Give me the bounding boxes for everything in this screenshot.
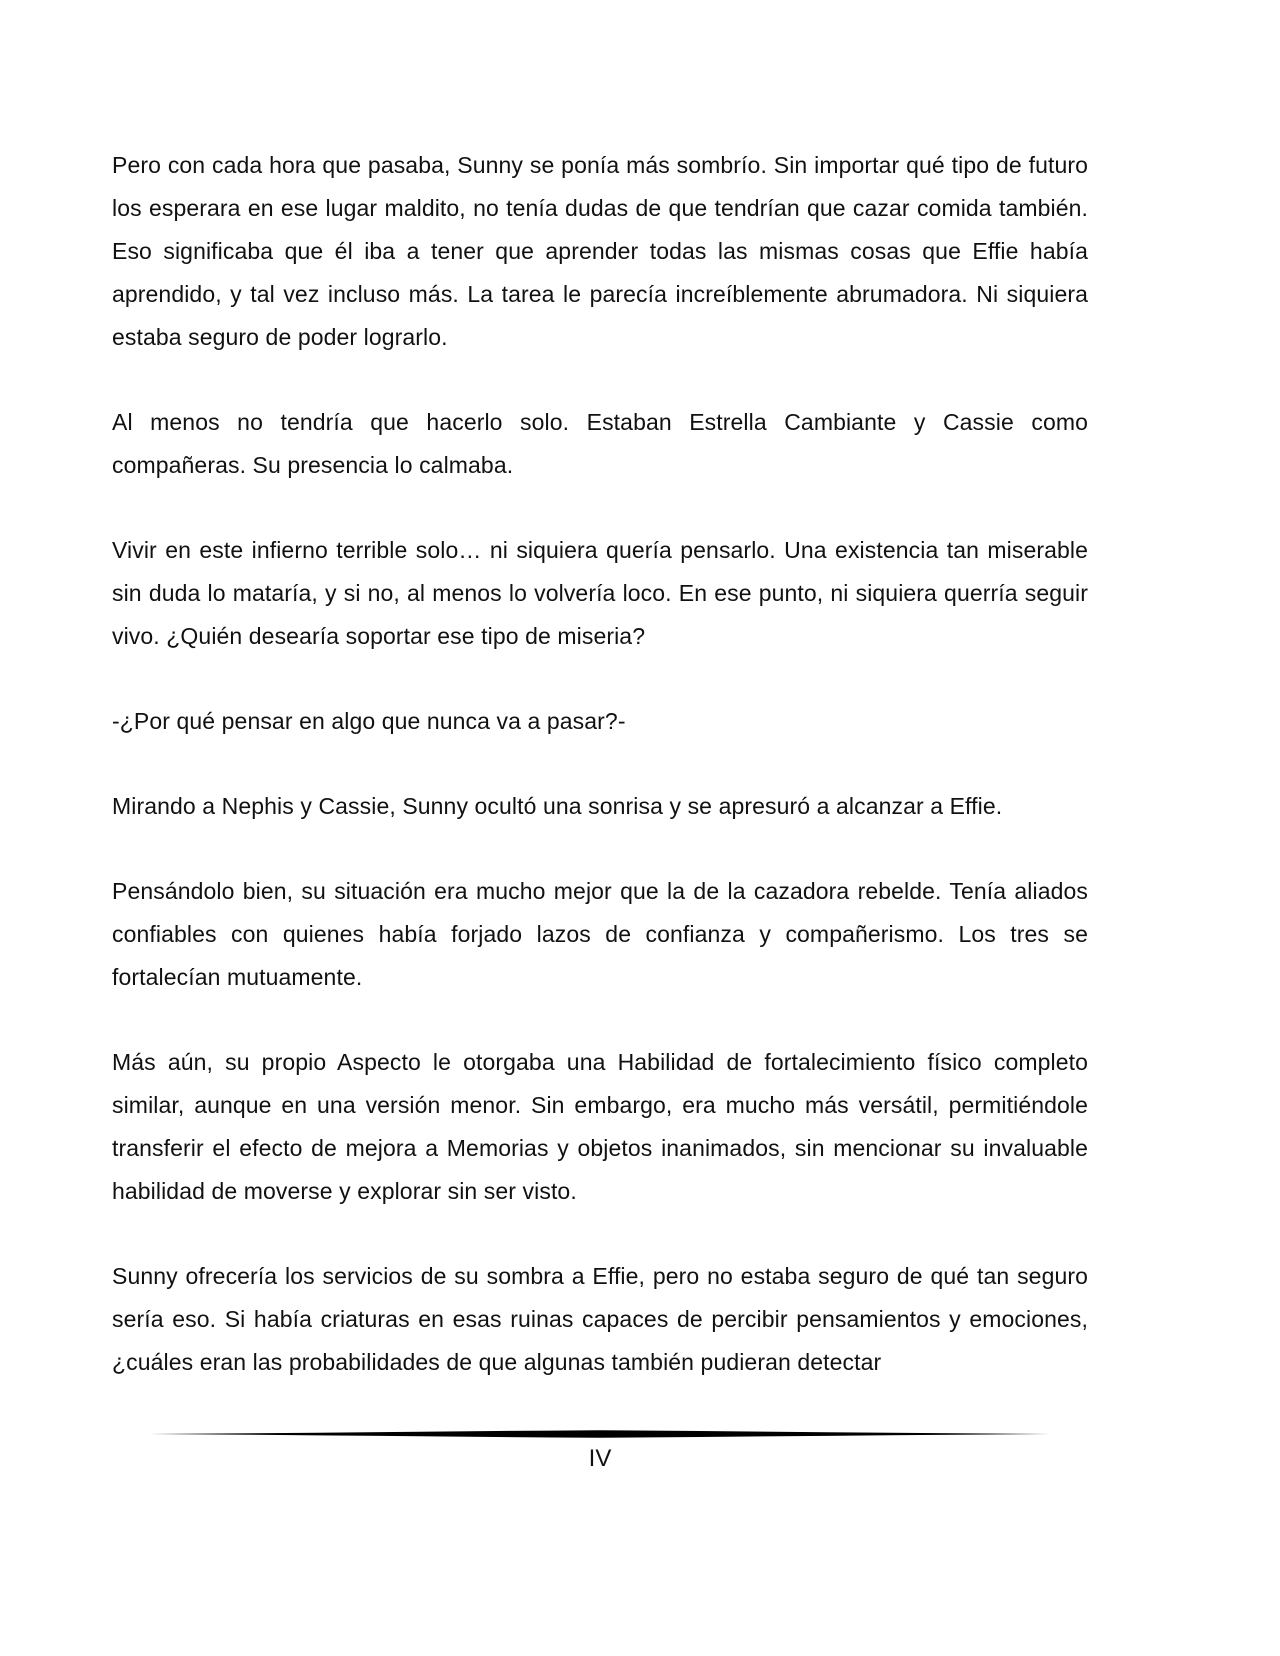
paragraph-7: Más aún, su propio Aspecto le otorgaba una Habilidad de fortalecimiento físico completo similar, aunque en una versión menor. Sin embargo, era mucho más versátil, permitiéndole transferir el efecto de mejora a Memorias y objetos inanimados, sin mencionar su invaluable habilidad de moverse y explorar sin ser visto. — [112, 1049, 1088, 1204]
paragraph-4: -¿Por qué pensar en algo que nunca va a pasar?- — [112, 708, 626, 734]
body-text — [112, 144, 1088, 1426]
paragraph-8: Sunny ofrecería los servicios de su sombra a Effie, pero no estaba seguro de qué tan seguro sería eso. Si había criaturas en esas ruinas capaces de percibir pensamientos y emociones, ¿cuáles eran las probabilidades de que algunas también pudieran detectar — [112, 1263, 1088, 1375]
paragraph-5: Mirando a Nephis y Cassie, Sunny ocultó una sonrisa y se apresuró a alcanzar a Effie. — [112, 793, 1003, 819]
footer-divider — [150, 1429, 1050, 1439]
paragraph-2: Al menos no tendría que hacerlo solo. Estaban Estrella Cambiante y Cassie como compañeras. Su presencia lo calmaba. — [112, 409, 1088, 478]
paragraph-3: Vivir en este infierno terrible solo… ni siquiera quería pensarlo. Una existencia tan miserable sin duda lo mataría, y si no, al menos lo volvería loco. En ese punto, ni siquiera querría seguir vivo. ¿Quién desearía soportar ese tipo de miseria? — [112, 537, 1088, 649]
page-number: IV — [588, 1445, 612, 1472]
paragraph-6: Pensándolo bien, su situación era mucho mejor que la de la cazadora rebelde. Tenía aliados confiables con quienes había forjado lazos de confianza y compañerismo. Los tres se fortalecían mutuamente. — [112, 878, 1088, 990]
paragraph-1: Pero con cada hora que pasaba, Sunny se ponía más sombrío. Sin importar qué tipo de futuro los esperara en ese lugar maldito, no tenía dudas de que tendrían que cazar comida también. Eso significaba que él iba a tener que aprender todas las mismas cosas que Effie había aprendido, y tal vez incluso más. La tarea le parecía increíblemente abrumadora. Ni siquiera estaba seguro de poder lograrlo. — [112, 152, 1088, 350]
